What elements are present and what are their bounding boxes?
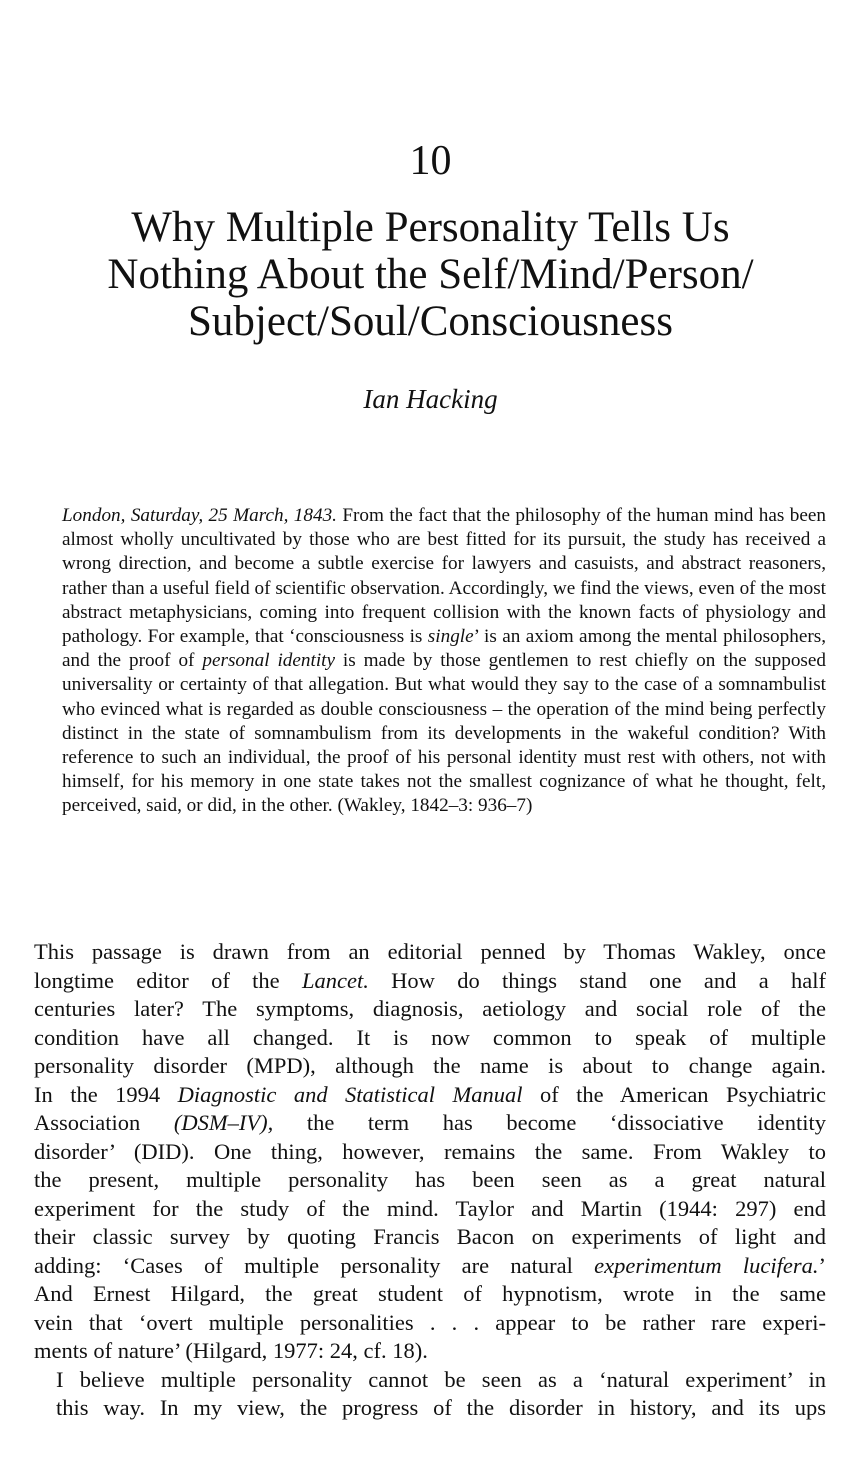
text-line: this way. In my view, the progress of the disorder in history, and its ups (56, 1395, 826, 1420)
chapter-title-line: Why Multiple Personality Tells Us (131, 204, 730, 251)
chapter-number: 10 (409, 138, 452, 184)
text-line: I believe multiple personality cannot be seen as a ‘natural experiment’ in (56, 1366, 826, 1392)
chapter-title-line: Subject/Soul/Consciousness (188, 298, 673, 345)
text-segment: the term has become ‘dissociative identity (273, 1110, 826, 1135)
text-line: the present, multiple personality has been seen as a great natural (34, 1167, 826, 1192)
chapter-title (20, 204, 841, 345)
text-emphasis: Diagnostic and Statistical Manual (177, 1081, 523, 1107)
epigraph-dateline: London, Saturday, 25 March, 1843. (62, 505, 337, 526)
body-text (34, 938, 826, 1423)
text-line (34, 1081, 826, 1110)
text-line (34, 1252, 826, 1281)
text-line: personality disorder (MPD), although the name is about to change again. (34, 1053, 826, 1078)
text-line: vein that ‘overt multiple personalities . . . appear to be rather rare experi- (34, 1309, 826, 1335)
epigraph-quote (62, 504, 826, 819)
text-segment: of the American Psychiatric (522, 1081, 826, 1107)
paragraph (34, 1366, 826, 1423)
text-line: condition have all changed. It is now common to speak of multiple (34, 1024, 826, 1050)
text-line: their classic survey by quoting Francis Bacon on experiments of light and (34, 1224, 826, 1249)
epigraph-text: From the fact that the philosophy of the human mind has been almost wholly uncultivated by those who are best fitted for its pursuit, the study has received a wrong direction, and become a subtle exercise for lawyers and casuists, and abstract reasoners, rather than a useful field of scientific observation. Accordingly, we find the views, even of the most abstract metaphysicians, coming into frequent collision with the known facts of physiology and pathology. For example, that ‘consciousness is (62, 505, 826, 648)
text-line: centuries later? The symptoms, diagnosis, aetiology and social role of the (34, 996, 826, 1021)
text-segment: adding: ‘Cases of multiple personality are natural (34, 1252, 595, 1278)
epigraph-text: ’ is an axiom among the mental philosophers, and the proof of (62, 626, 826, 672)
epigraph-emphasis: personal identity (202, 650, 335, 672)
text-line: experiment for the study of the mind. Taylor and Martin (1944: 297) end (34, 1195, 826, 1221)
text-emphasis: Lancet. (301, 967, 369, 993)
text-segment: ’ (818, 1252, 827, 1278)
paragraph (34, 938, 826, 1366)
text-emphasis: (DSM–IV), (173, 1110, 274, 1135)
text-segment: longtime editor of the (34, 967, 302, 993)
epigraph-emphasis: single (427, 626, 474, 648)
text-line: And Ernest Hilgard, the great student of hypnotism, wrote in the same (34, 1281, 826, 1306)
text-segment: How do things stand one and a half (368, 967, 826, 993)
epigraph-text: is made by those gentlemen to rest chiefly on the supposed universality or certainty of that allegation. But what would they say to the case of a somnambulist who evinced what is regarded as double consciousness – the operation of the mind being perfectly distinct in the state of somnambulism from its developments in the wakeful condition? With reference to such an individual, the proof of his personal identity must rest with others, not with himself, for his memory in one state takes not the smallest cognizance of what he thought, felt, perceived, said, or did, in the other. (Wakley, 1842–3: 936–7) (62, 650, 827, 817)
chapter-title-line: Nothing About the Self/Mind/Person/ (107, 251, 754, 298)
text-line: ments of nature’ (Hilgard, 1977: 24, cf. 18). (34, 1338, 428, 1363)
text-line (34, 967, 826, 996)
text-segment: In the 1994 (34, 1081, 178, 1107)
text-segment: Association (34, 1110, 174, 1135)
text-line (34, 1109, 826, 1138)
author-name: Ian Hacking (363, 384, 498, 414)
text-line: This passage is drawn from an editorial penned by Thomas Wakley, once (34, 939, 826, 964)
text-emphasis: experimentum lucifera. (594, 1252, 819, 1278)
text-line: disorder’ (DID). One thing, however, remains the same. From Wakley to (34, 1138, 826, 1164)
